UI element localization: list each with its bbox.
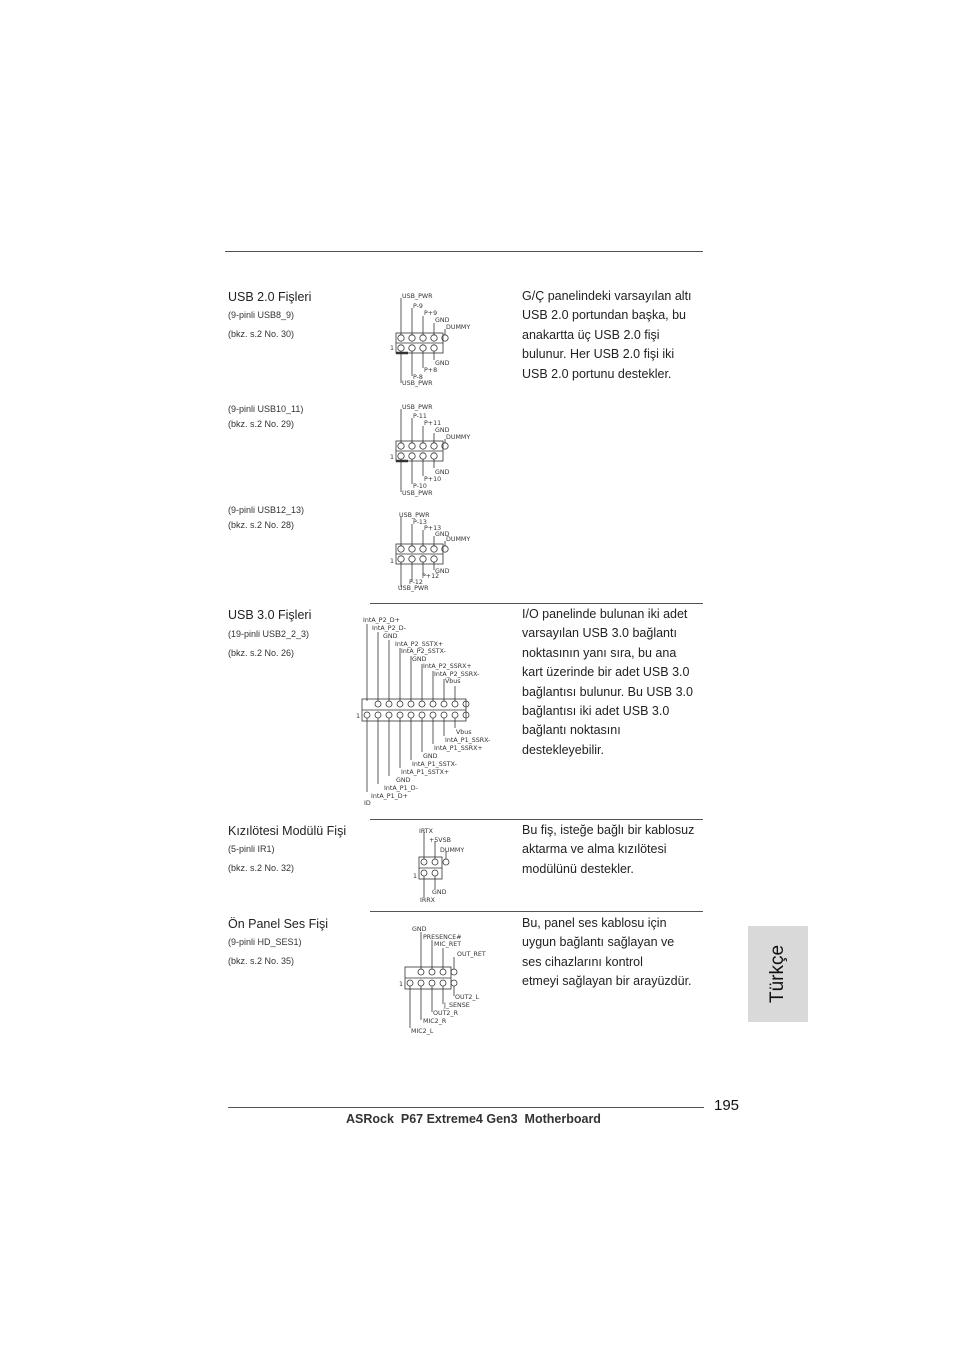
usb1011-bottom-label: USB_PWR (402, 490, 433, 497)
page-number: 195 (714, 1097, 740, 1114)
audio-bottom-label: J_SENSE (444, 1002, 470, 1009)
usb1213-bottom-label: GND (435, 568, 450, 575)
usb1213-top-label: DUMMY (446, 536, 471, 543)
ir-top-label: IRTX (419, 828, 433, 835)
audio-top-label: OUT_RET (457, 951, 486, 958)
usb30-bottom-label: GND (423, 753, 438, 760)
usb89-bottom-label: P+8 (424, 367, 438, 374)
ir-description (522, 821, 694, 879)
usb20-line-2: USB 2.0 portundan başka, bu (522, 308, 687, 323)
audio-line-1: Bu, panel ses kablosu için (522, 916, 667, 930)
ir-top-label: +5VSB (429, 837, 451, 844)
usb30-top-label: IntA_P2_SSRX- (434, 671, 480, 678)
ir-pin-diagram (410, 824, 490, 909)
usb1011-bottom-label: GND (435, 469, 450, 476)
usb1011-bottom-label: P-10 (413, 483, 427, 490)
audio-top-label: GND (412, 926, 427, 933)
usb89-bottom-label: P-8 (413, 374, 423, 381)
usb30-bottom-label: GND (396, 777, 411, 784)
usb89-name: (9-pinli USB8_9) (228, 310, 295, 320)
audio-title: Ön Panel Ses Fişi (228, 917, 329, 931)
audio-line-4: etmeyi sağlayan bir arayüzdür. (522, 974, 692, 989)
usb30-top-label: IntA_P2_D+ (363, 617, 400, 624)
top-rule (225, 251, 703, 252)
usb89-top-label: DUMMY (446, 324, 471, 331)
audio-line-3: ses cihazlarını kontrol (522, 954, 643, 969)
usb89-bottom-label: GND (435, 360, 450, 367)
section-divider-audio (370, 911, 703, 912)
usb30-line-5: bağlantısı bulunur. Bu USB 3.0 (522, 684, 693, 699)
usb30-line-7: bağlantı noktasını (522, 723, 621, 738)
usb1011-pin-one: 1 (390, 454, 395, 461)
usb30-top-label: IntA_P2_D- (372, 625, 406, 632)
usb1213-ref: (bkz. s.2 No. 28) (228, 520, 295, 530)
footer-product: ASRock P67 Extreme4 Gen3 Motherboard (346, 1112, 601, 1126)
usb1213-bottom-label: USB_PWR (398, 585, 429, 592)
ir-bottom-label: GND (432, 889, 447, 896)
audio-description (522, 914, 692, 992)
usb1213-top-label: P+13 (424, 525, 442, 532)
usb1213-pin-one: 1 (390, 558, 395, 565)
language-tab-label: Türkçe (767, 944, 788, 1004)
usb30-ref: (bkz. s.2 No. 26) (228, 648, 295, 658)
ir-top-label: DUMMY (440, 847, 465, 854)
usb20-line-3: anakartta üç USB 2.0 fişi (522, 327, 660, 342)
audio-bottom-label: MIC2_R (423, 1018, 447, 1025)
usb30-bottom-label: IntA_P1_SSRX+ (434, 745, 483, 752)
usb20-line-5: USB 2.0 portunu destekler. (522, 366, 672, 381)
usb1011-ref: (bkz. s.2 No. 29) (228, 419, 295, 429)
usb30-name: (19-pinli USB2_2_3) (228, 629, 310, 639)
usb89-ref: (bkz. s.2 No. 30) (228, 329, 295, 339)
usb30-title: USB 3.0 Fişleri (228, 608, 312, 622)
section-divider-usb30 (370, 603, 703, 604)
audio-pin-one: 1 (399, 981, 404, 988)
usb1011-name: (9-pinli USB10_11) (228, 404, 304, 414)
usb30-pin-diagram (355, 612, 505, 812)
audio-bottom-label: MIC2_L (411, 1028, 434, 1035)
usb30-top-label: IntA_P2_SSTX+ (395, 641, 444, 648)
usb30-bottom-label: IntA_P1_SSTX+ (401, 769, 450, 776)
audio-ref: (bkz. s.2 No. 35) (228, 956, 295, 966)
usb30-line-4: kart üzerinde bir adet USB 3.0 (522, 665, 690, 680)
usb89-top-label: P-9 (413, 303, 423, 310)
usb30-line-2: varsayılan USB 3.0 bağlantı (522, 626, 677, 641)
ir-line-3: modülünü destekler. (522, 861, 634, 876)
usb30-top-label: IntA_P2_SSTX- (401, 648, 446, 655)
audio-pin-diagram (395, 920, 500, 1040)
usb1213-top-label: GND (435, 531, 450, 538)
usb89-top-label: GND (435, 317, 450, 324)
usb30-line-6: bağlantısı iki adet USB 3.0 (522, 704, 670, 719)
usb1011-top-label: GND (435, 427, 450, 434)
usb1011-top-label: DUMMY (446, 434, 471, 441)
ir-line-1: Bu fiş, isteğe bağlı bir kablosuz (522, 823, 695, 837)
ir-title: Kızılötesi Modülü Fişi (228, 824, 347, 838)
audio-bottom-label: OUT2_R (433, 1010, 458, 1017)
usb89-top-label: P+9 (424, 310, 438, 317)
footer-rule (228, 1107, 704, 1108)
language-tab (748, 926, 808, 1022)
usb1011-pin-diagram (385, 401, 485, 501)
usb30-bottom-label: IntA_P1_D- (384, 785, 418, 792)
usb20-title: USB 2.0 Fişleri (228, 290, 312, 304)
usb30-line-8: destekleyebilir. (522, 742, 604, 757)
usb1011-top-label: USB_PWR (402, 404, 433, 411)
section-divider-ir (370, 819, 703, 820)
ir-name: (5-pinli IR1) (228, 844, 275, 854)
usb89-pin-diagram (385, 290, 485, 390)
usb1213-bottom-label: P+12 (422, 573, 440, 580)
usb30-bottom-label: IntA_P1_SSRX- (445, 737, 491, 744)
usb30-bottom-label: ID (364, 800, 371, 807)
usb1213-pin-diagram (385, 508, 485, 598)
usb30-top-label: GND (383, 633, 398, 640)
usb20-line-4: bulunur. Her USB 2.0 fişi iki (522, 347, 675, 362)
usb30-bottom-label: Vbus (456, 729, 472, 736)
audio-top-label: PRESENCE# (423, 934, 462, 941)
ir-ref: (bkz. s.2 No. 32) (228, 863, 295, 873)
audio-bottom-label: OUT2_L (455, 994, 480, 1001)
audio-name: (9-pinli HD_SES1) (228, 937, 302, 947)
usb30-bottom-label: IntA_P1_D+ (371, 793, 408, 800)
usb30-bottom-label: IntA_P1_SSTX- (412, 761, 457, 768)
usb89-top-label: USB_PWR (402, 293, 433, 300)
audio-top-label: MIC_RET (434, 941, 462, 948)
usb30-top-label: Vbus (445, 678, 461, 685)
ir-line-2: aktarma ve alma kızılötesi (522, 842, 667, 857)
usb30-pin-one: 1 (356, 713, 361, 720)
ir-pin-one: 1 (413, 873, 418, 880)
usb1011-top-label: P-11 (413, 413, 427, 420)
usb1213-top-label: USB_PWR (399, 512, 430, 519)
usb30-line-1: I/O panelinde bulunan iki adet (522, 607, 688, 621)
usb30-description (522, 605, 693, 760)
usb20-description (522, 287, 692, 384)
usb30-top-label: GND (412, 656, 427, 663)
usb1011-top-label: P+11 (424, 420, 442, 427)
usb1011-bottom-label: P+10 (424, 476, 442, 483)
usb1213-bottom-label: P-12 (409, 579, 423, 586)
usb20-line-1: G/Ç panelindeki varsayılan altı (522, 289, 692, 303)
ir-bottom-label: IRRX (420, 897, 435, 904)
audio-line-2: uygun bağlantı sağlayan ve (522, 935, 675, 950)
usb1213-name: (9-pinli USB12_13) (228, 505, 305, 515)
usb89-pin-one: 1 (390, 345, 395, 352)
usb30-top-label: IntA_P2_SSRX+ (423, 663, 472, 670)
usb30-line-3: noktasının yanı sıra, bu ana (522, 645, 677, 660)
usb1213-top-label: P-13 (413, 519, 427, 526)
usb89-bottom-label: USB_PWR (402, 380, 433, 387)
